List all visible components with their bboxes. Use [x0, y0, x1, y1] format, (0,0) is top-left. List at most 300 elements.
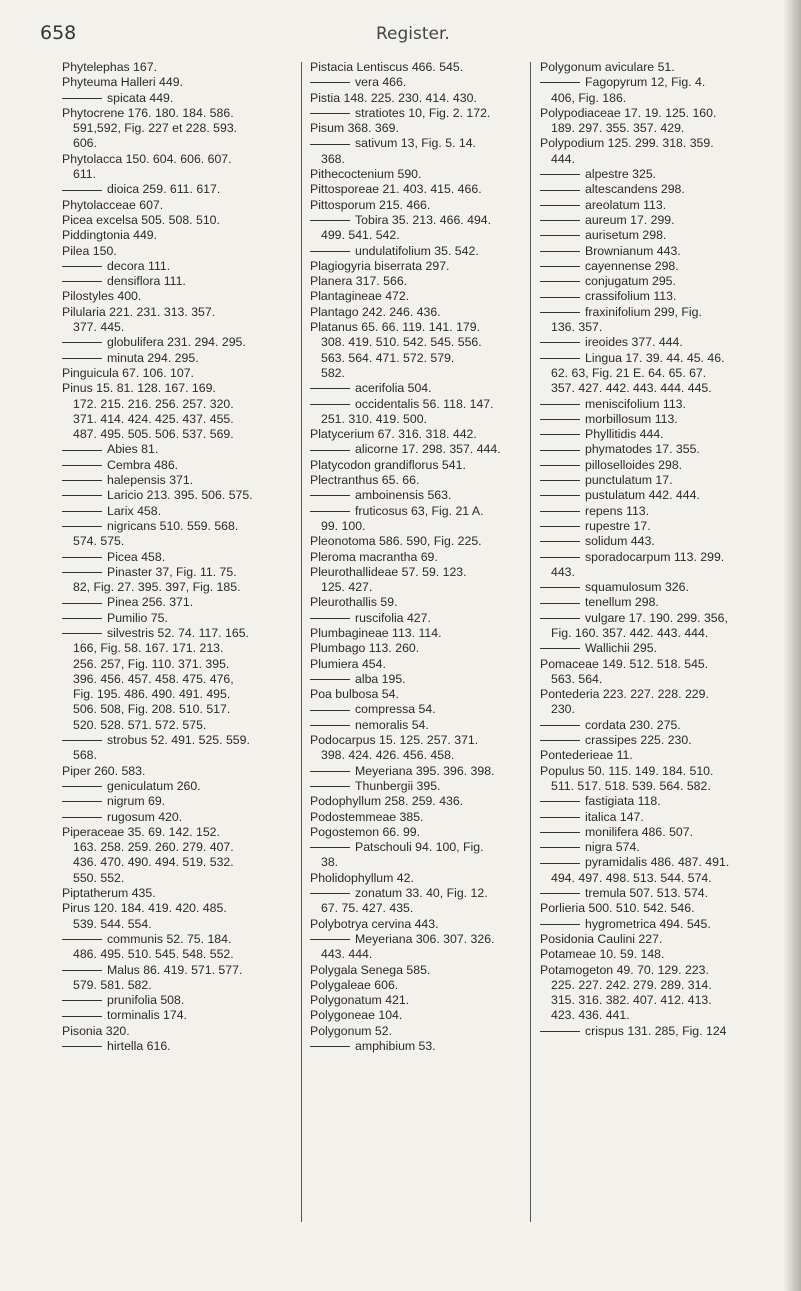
- entry-text: torminalis 174.: [107, 1008, 187, 1023]
- entry-text: Abies 81.: [107, 442, 159, 457]
- index-entry: Polygoneae 104.: [310, 1008, 403, 1023]
- entry-text: Pinea 256. 371.: [107, 595, 194, 610]
- entry-text: halepensis 371.: [107, 473, 194, 488]
- index-continuation: 163. 258. 259. 260. 279. 407.: [73, 840, 234, 855]
- index-entry: Pholidophyllum 42.: [310, 870, 414, 885]
- entry-text: punctulatum 17.: [585, 473, 673, 488]
- index-subentry: [540, 351, 766, 366]
- index-continuation: 398. 424. 426. 456. 458.: [321, 748, 455, 763]
- ditto-dash: [62, 98, 102, 99]
- ditto-dash: [62, 511, 102, 512]
- ditto-dash: [540, 495, 580, 496]
- entry-text: decora 111.: [107, 258, 171, 273]
- entry-text: aurisetum 298.: [585, 228, 667, 243]
- ditto-dash: [62, 801, 102, 802]
- ditto-dash: [540, 190, 580, 191]
- index-subentry: [540, 228, 766, 243]
- ditto-dash: [310, 771, 350, 772]
- entry-text: pustulatum 442. 444.: [585, 488, 700, 503]
- entry-text: dioica 259. 611. 617.: [107, 182, 221, 197]
- index-entry: Polygonum 52.: [310, 1023, 393, 1038]
- entry-text: amboinensis 563.: [355, 488, 452, 503]
- ditto-dash: [62, 526, 102, 527]
- ditto-dash: [62, 557, 102, 558]
- index-subentry: [310, 75, 522, 90]
- ditto-dash: [540, 893, 580, 894]
- page-header: [0, 22, 801, 52]
- entry-text: strobus 52. 491. 525. 559.: [107, 733, 250, 748]
- ditto-dash: [540, 235, 580, 236]
- index-subentry: [540, 244, 766, 259]
- index-entry: Potameae 10. 59. 148.: [540, 947, 665, 962]
- ditto-dash: [310, 679, 350, 680]
- ditto-dash: [310, 220, 350, 221]
- index-subentry: [310, 504, 522, 519]
- index-subentry: [540, 580, 766, 595]
- index-subentry: [310, 1039, 522, 1054]
- ditto-dash: [62, 480, 102, 481]
- ditto-dash: [540, 725, 580, 726]
- index-continuation: 443. 444.: [321, 947, 373, 962]
- index-subentry: [540, 442, 766, 457]
- ditto-dash: [310, 388, 350, 389]
- index-entry: Porlieria 500. 510. 542. 546.: [540, 901, 695, 916]
- index-subentry: [62, 1008, 288, 1023]
- index-continuation: 62. 63, Fig. 21 E. 64. 65. 67.: [551, 365, 707, 380]
- index-entry: Posidonia Caulini 227.: [540, 931, 663, 946]
- index-subentry: [62, 595, 288, 610]
- index-entry: Plumiera 454.: [310, 656, 386, 671]
- index-continuation: 494. 497. 498. 513. 544. 574.: [551, 870, 712, 885]
- index-entry: Pilularia 221. 231. 313. 357.: [62, 304, 216, 319]
- entry-text: alba 195.: [355, 671, 406, 686]
- index-entry: Pistacia Lentiscus 466. 545.: [310, 60, 464, 74]
- ditto-dash: [540, 251, 580, 252]
- ditto-dash: [310, 251, 350, 252]
- index-subentry: [540, 840, 766, 855]
- index-entry: Plagiogyria biserrata 297.: [310, 258, 450, 273]
- entry-text: aureum 17. 299.: [585, 212, 675, 227]
- index-subentry: [62, 779, 288, 794]
- index-subentry: [540, 473, 766, 488]
- index-continuation: 38.: [321, 855, 339, 870]
- index-entry: Planera 317. 566.: [310, 274, 408, 289]
- index-subentry: [540, 519, 766, 534]
- index-continuation: 487. 495. 505. 506. 537. 569.: [73, 427, 234, 442]
- ditto-dash: [310, 1046, 350, 1047]
- ditto-dash: [310, 725, 350, 726]
- index-continuation: 406, Fig. 186.: [551, 90, 627, 105]
- entry-text: Phyllitidis 444.: [585, 427, 664, 442]
- index-entry: Phyteuma Halleri 449.: [62, 75, 183, 90]
- index-continuation: 396. 456. 457. 458. 475. 476,: [73, 671, 234, 686]
- entry-text: compressa 54.: [355, 702, 436, 717]
- index-entry: Piptatherum 435.: [62, 886, 156, 901]
- index-entry: Polygaleae 606.: [310, 977, 399, 992]
- index-subentry: [62, 810, 288, 825]
- ditto-dash: [62, 358, 102, 359]
- ditto-dash: [62, 572, 102, 573]
- index-subentry: [540, 733, 766, 748]
- ditto-dash: [62, 342, 102, 343]
- entry-text: conjugatum 295.: [585, 274, 676, 289]
- index-continuation: 579. 581. 582.: [73, 977, 152, 992]
- index-entry: Podocarpus 15. 125. 257. 371.: [310, 733, 479, 748]
- index-entry: Plumbago 113. 260.: [310, 641, 420, 656]
- index-entry: Plantago 242. 246. 436.: [310, 304, 441, 319]
- ditto-dash: [540, 526, 580, 527]
- entry-text: Cembra 486.: [107, 457, 179, 472]
- index-continuation: 371. 414. 424. 425. 437. 455.: [73, 411, 234, 426]
- ditto-dash: [62, 939, 102, 940]
- ditto-dash: [310, 82, 350, 83]
- ditto-dash: [62, 1016, 102, 1017]
- index-subentry: [62, 259, 288, 274]
- index-continuation: 230.: [551, 702, 575, 717]
- index-entry: Pirus 120. 184. 419. 420. 485.: [62, 901, 227, 916]
- entry-text: tenellum 298.: [585, 595, 659, 610]
- entry-text: undulatifolium 35. 542.: [355, 243, 479, 258]
- ditto-dash: [310, 847, 350, 848]
- index-continuation: 82, Fig. 27. 395. 397, Fig. 185.: [73, 580, 241, 595]
- index-entry: Pistia 148. 225. 230. 414. 430.: [310, 90, 477, 105]
- index-continuation: 166, Fig. 58. 167. 171. 213.: [73, 641, 224, 656]
- index-entry: Pontederieae 11.: [540, 748, 633, 763]
- index-subentry: [540, 718, 766, 733]
- entry-text: densiflora 111.: [107, 274, 186, 289]
- index-subentry: [310, 611, 522, 626]
- ditto-dash: [62, 740, 102, 741]
- index-subentry: [540, 886, 766, 901]
- column-divider: [301, 62, 302, 1222]
- index-subentry: [310, 397, 522, 412]
- index-subentry: [540, 167, 766, 182]
- index-entry: Phytocrene 176. 180. 184. 586.: [62, 105, 234, 120]
- index-entry: Polybotrya cervina 443.: [310, 916, 439, 931]
- running-head: Register.: [376, 24, 450, 44]
- index-continuation: 256. 257, Fig. 110. 371. 395.: [73, 656, 230, 671]
- entry-text: spicata 449.: [107, 90, 174, 105]
- entry-text: Meyeriana 395. 396. 398.: [355, 763, 495, 778]
- ditto-dash: [540, 817, 580, 818]
- ditto-dash: [62, 1000, 102, 1001]
- index-subentry: [540, 259, 766, 274]
- index-entry: Polygonatum 421.: [310, 993, 410, 1008]
- index-subentry: [62, 488, 288, 503]
- index-subentry: [310, 488, 522, 503]
- ditto-dash: [310, 113, 350, 114]
- index-entry: Pleurothallideae 57. 59. 123.: [310, 564, 467, 579]
- index-entry: Pisum 368. 369.: [310, 121, 399, 136]
- index-continuation: 611.: [73, 167, 97, 182]
- index-subentry: [310, 106, 522, 121]
- index-subentry: [540, 917, 766, 932]
- index-column-1: [62, 60, 288, 1054]
- index-continuation: 550. 552.: [73, 870, 125, 885]
- ditto-dash: [62, 817, 102, 818]
- ditto-dash: [540, 358, 580, 359]
- index-continuation: 67. 75. 427. 435.: [321, 901, 414, 916]
- index-entry: Piddingtonia 449.: [62, 228, 158, 243]
- entry-text: altescandens 298.: [585, 182, 685, 197]
- entry-text: squamulosum 326.: [585, 580, 689, 595]
- ditto-dash: [540, 603, 580, 604]
- entry-text: solidum 443.: [585, 534, 655, 549]
- index-subentry: [540, 534, 766, 549]
- index-subentry: [540, 641, 766, 656]
- index-entry: Pinguicula 67. 106. 107.: [62, 365, 194, 380]
- index-entry: Pilea 150.: [62, 243, 117, 258]
- entry-text: zonatum 33. 40, Fig. 12.: [355, 886, 488, 901]
- entry-text: Meyeriana 306. 307. 326.: [355, 931, 495, 946]
- entry-text: hirtella 616.: [107, 1039, 171, 1053]
- index-entry: Podostemmeae 385.: [310, 809, 424, 824]
- index-subentry: [540, 289, 766, 304]
- ditto-dash: [310, 450, 350, 451]
- index-entry: Pittosporum 215. 466.: [310, 197, 431, 212]
- entry-text: Patschouli 94. 100, Fig.: [355, 840, 484, 855]
- index-subentry: [62, 519, 288, 534]
- index-entry: Plantagineae 472.: [310, 289, 410, 304]
- ditto-dash: [540, 465, 580, 466]
- ditto-dash: [540, 648, 580, 649]
- entry-text: prunifolia 508.: [107, 993, 185, 1008]
- index-entry: Phytelephas 167.: [62, 60, 158, 74]
- entry-text: pyramidalis 486. 487. 491.: [585, 855, 730, 870]
- index-subentry: [62, 274, 288, 289]
- index-subentry: [540, 595, 766, 610]
- index-entry: Polygala Senega 585.: [310, 962, 431, 977]
- ditto-dash: [310, 495, 350, 496]
- ditto-dash: [540, 924, 580, 925]
- entry-text: areolatum 113.: [585, 197, 667, 212]
- entry-text: vera 466.: [355, 75, 407, 90]
- ditto-dash: [62, 266, 102, 267]
- ditto-dash: [540, 205, 580, 206]
- index-entry: Poa bulbosa 54.: [310, 687, 399, 702]
- ditto-dash: [540, 847, 580, 848]
- index-continuation: 506. 508, Fig. 208. 510. 517.: [73, 702, 231, 717]
- index-subentry: [540, 488, 766, 503]
- index-subentry: [310, 136, 522, 151]
- index-subentry: [310, 244, 522, 259]
- entry-text: ruscifolia 427.: [355, 610, 431, 625]
- index-entry: Populus 50. 115. 149. 184. 510.: [540, 763, 714, 778]
- index-continuation: 568.: [73, 748, 97, 763]
- entry-text: Thunbergii 395.: [355, 778, 441, 793]
- entry-text: fruticosus 63, Fig. 21 A.: [355, 503, 484, 518]
- index-subentry: [540, 427, 766, 442]
- ditto-dash: [540, 511, 580, 512]
- ditto-dash: [540, 863, 580, 864]
- entry-text: crassifolium 113.: [585, 289, 677, 304]
- entry-text: phymatodes 17. 355.: [585, 442, 700, 457]
- index-continuation: 582.: [321, 365, 345, 380]
- index-subentry: [540, 412, 766, 427]
- index-subentry: [540, 458, 766, 473]
- index-subentry: [310, 779, 522, 794]
- index-subentry: [62, 733, 288, 748]
- entry-text: vulgare 17. 190. 299. 356,: [585, 610, 728, 625]
- entry-text: amphibium 53.: [355, 1039, 436, 1053]
- ditto-dash: [540, 618, 580, 619]
- index-continuation: 423. 436. 441.: [551, 1008, 630, 1023]
- index-subentry: [540, 855, 766, 870]
- index-entry: Polypodium 125. 299. 318. 359.: [540, 136, 714, 151]
- ditto-dash: [540, 297, 580, 298]
- index-subentry: [62, 458, 288, 473]
- index-continuation: 136. 357.: [551, 320, 603, 335]
- index-entry: Pleroma macrantha 69.: [310, 549, 438, 564]
- index-entry: Polypodiaceae 17. 19. 125. 160.: [540, 105, 717, 120]
- index-entry: Platycodon grandiflorus 541.: [310, 457, 466, 472]
- index-entry: Pisonia 320.: [62, 1023, 130, 1038]
- ditto-dash: [540, 557, 580, 558]
- ditto-dash: [540, 342, 580, 343]
- index-continuation: 225. 227. 242. 279. 289. 314.: [551, 977, 712, 992]
- index-subentry: [62, 473, 288, 488]
- ditto-dash: [62, 190, 102, 191]
- entry-text: Laricio 213. 395. 506. 575.: [107, 488, 253, 503]
- index-entry: Plectranthus 65. 66.: [310, 473, 420, 488]
- index-continuation: 563. 564.: [551, 671, 603, 686]
- ditto-dash: [540, 1031, 580, 1032]
- entry-text: repens 113.: [585, 503, 650, 518]
- ditto-dash: [310, 893, 350, 894]
- ditto-dash: [62, 786, 102, 787]
- entry-text: Pumilio 75.: [107, 610, 168, 625]
- entry-text: nigrum 69.: [107, 794, 166, 809]
- ditto-dash: [62, 1046, 102, 1047]
- index-subentry: [62, 993, 288, 1008]
- ditto-dash: [310, 939, 350, 940]
- entry-text: sativum 13, Fig. 5. 14.: [355, 136, 476, 151]
- index-subentry: [62, 932, 288, 947]
- index-subentry: [540, 810, 766, 825]
- index-subentry: [310, 442, 522, 457]
- index-subentry: [540, 274, 766, 289]
- index-continuation: 539. 544. 554.: [73, 916, 152, 931]
- entry-text: italica 147.: [585, 809, 644, 824]
- entry-text: communis 52. 75. 184.: [107, 931, 232, 946]
- ditto-dash: [310, 404, 350, 405]
- index-continuation: 486. 495. 510. 545. 548. 552.: [73, 947, 234, 962]
- index-subentry: [310, 932, 522, 947]
- index-entry: Pithecoctenium 590.: [310, 167, 422, 182]
- index-column-3: [540, 60, 766, 1039]
- index-entry: Podophyllum 258. 259. 436.: [310, 794, 464, 809]
- ditto-dash: [62, 465, 102, 466]
- entry-text: Larix 458.: [107, 503, 162, 518]
- index-subentry: [540, 198, 766, 213]
- ditto-dash: [540, 220, 580, 221]
- entry-text: Lingua 17. 39. 44. 45. 46.: [585, 350, 725, 365]
- index-continuation: 315. 316. 382. 407. 412. 413.: [551, 993, 712, 1008]
- entry-text: nemoralis 54.: [355, 717, 429, 732]
- index-continuation: Fig. 195. 486. 490. 491. 495.: [73, 687, 231, 702]
- index-subentry: [62, 550, 288, 565]
- ditto-dash: [310, 144, 350, 145]
- entry-text: hygrometrica 494. 545.: [585, 916, 711, 931]
- index-subentry: [62, 335, 288, 350]
- entry-text: silvestris 52. 74. 117. 165.: [107, 625, 249, 640]
- index-entry: Pontederia 223. 227. 228. 229.: [540, 687, 709, 702]
- index-continuation: 436. 470. 490. 494. 519. 532.: [73, 855, 234, 870]
- index-continuation: 125. 427.: [321, 580, 373, 595]
- entry-text: alpestre 325.: [585, 167, 657, 182]
- ditto-dash: [540, 312, 580, 313]
- ditto-dash: [540, 541, 580, 542]
- entry-text: globulifera 231. 294. 295.: [107, 335, 246, 350]
- entry-text: crispus 131. 285, Fig. 124: [585, 1023, 727, 1038]
- entry-text: Pinaster 37, Fig. 11. 75.: [107, 564, 237, 579]
- index-entry: Picea excelsa 505. 508. 510.: [62, 212, 220, 227]
- entry-text: morbillosum 113.: [585, 411, 678, 426]
- entry-text: alicorne 17. 298. 357. 444.: [355, 442, 501, 457]
- ditto-dash: [540, 801, 580, 802]
- index-subentry: [62, 794, 288, 809]
- index-subentry: [540, 825, 766, 840]
- index-continuation: 520. 528. 571. 572. 575.: [73, 717, 207, 732]
- index-continuation: 606.: [73, 136, 97, 151]
- index-entry: Pleurothallis 59.: [310, 595, 398, 610]
- ditto-dash: [310, 786, 350, 787]
- index-entry: Phytolacca 150. 604. 606. 607.: [62, 151, 232, 166]
- index-entry: Pittosporeae 21. 403. 415. 466.: [310, 182, 482, 197]
- index-continuation: 591,592, Fig. 227 et 228. 593.: [73, 121, 238, 136]
- index-subentry: [540, 550, 766, 565]
- index-entry: Piperaceae 35. 69. 142. 152.: [62, 824, 220, 839]
- ditto-dash: [540, 587, 580, 588]
- ditto-dash: [540, 832, 580, 833]
- index-subentry: [310, 886, 522, 901]
- index-continuation: 189. 297. 355. 357. 429.: [551, 121, 685, 136]
- index-entry: Pinus 15. 81. 128. 167. 169.: [62, 381, 216, 396]
- ditto-dash: [62, 281, 102, 282]
- entry-text: geniculatum 260.: [107, 778, 201, 793]
- index-subentry: [62, 182, 288, 197]
- entry-text: nigricans 510. 559. 568.: [107, 518, 239, 533]
- entry-text: Malus 86. 419. 571. 577.: [107, 962, 243, 977]
- index-entry: Pleonotoma 586. 590, Fig. 225.: [310, 534, 482, 549]
- index-subentry: [540, 305, 766, 320]
- index-continuation: 511. 517. 518. 539. 564. 582.: [551, 778, 711, 793]
- index-continuation: 444.: [551, 151, 575, 166]
- ditto-dash: [540, 434, 580, 435]
- index-subentry: [540, 397, 766, 412]
- index-subentry: [540, 335, 766, 350]
- ditto-dash: [62, 633, 102, 634]
- index-continuation: 563. 564. 471. 572. 579.: [321, 350, 455, 365]
- entry-text: monilifera 486. 507.: [585, 824, 694, 839]
- index-subentry: [540, 1024, 766, 1039]
- index-continuation: 377. 445.: [73, 320, 125, 335]
- index-continuation: 499. 541. 542.: [321, 228, 400, 243]
- entry-text: Tobira 35. 213. 466. 494.: [355, 212, 492, 227]
- entry-text: Fagopyrum 12, Fig. 4.: [585, 75, 706, 90]
- index-entry: Pogostemon 66. 99.: [310, 824, 421, 839]
- entry-text: cordata 230. 275.: [585, 717, 681, 732]
- index-entry: Pomaceae 149. 512. 518. 545.: [540, 656, 709, 671]
- index-subentry: [62, 91, 288, 106]
- index-subentry: [310, 764, 522, 779]
- index-subentry: [540, 182, 766, 197]
- entry-text: meniscifolium 113.: [585, 396, 686, 411]
- index-entry: Plumbagineae 113. 114.: [310, 625, 442, 640]
- index-subentry: [310, 702, 522, 717]
- entry-text: stratiotes 10, Fig. 2. 172.: [355, 105, 491, 120]
- ditto-dash: [540, 82, 580, 83]
